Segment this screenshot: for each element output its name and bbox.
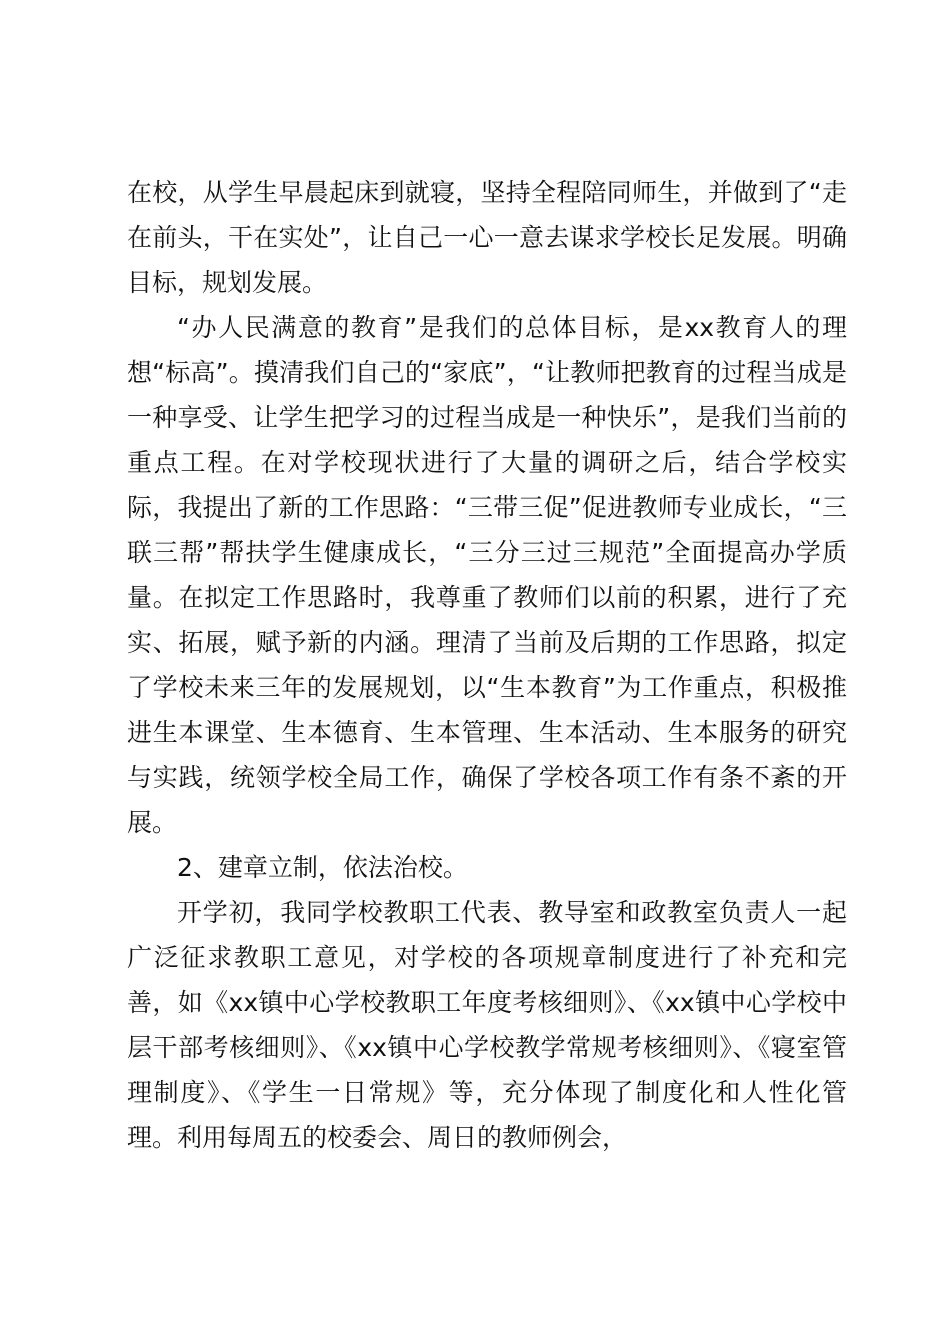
paragraph-4: 开学初，我同学校教职工代表、教导室和政教室负责人一起广泛征求教职工意见，对学校的各项规章制度进行了补充和完善，如《xx镇中心学校教职工年度考核细则》、《xx镇中心学校中层干部考核细则》、《xx镇中心学校教学常规考核细则》、《寝室管理制度》、《学生一日常规》等，充分体现了制度化和人性化管理。利用每周五的校委会、周日的教师例会，: [127, 898, 847, 1152]
paragraph-2: “办人民满意的教育”是我们的总体目标，是xx教育人的理想“标高”。摸清我们自己的“家底”，“让教师把教育的过程当成是一种享受、让学生把学习的过程当成是一种快乐”，是我们当前的重点工程。在对学校现状进行了大量的调研之后，结合学校实际，我提出了新的工作思路：“三带三促”促进教师专业成长，“三联三帮”帮扶学生健康成长，“三分三过三规范”全面提高办学质量。在拟定工作思路时，我尊重了教师们以前的积累，进行了充实、拓展，赋予新的内涵。理清了当前及后期的工作思路，拟定了学校未来三年的发展规划，以“生本教育”为工作重点，积极推进生本课堂、生本德育、生本管理、生本活动、生本服务的研究与实践，统领学校全局工作，确保了学校各项工作有条不紊的开展。: [127, 313, 847, 837]
document-body: [127, 170, 847, 1160]
paragraph-1: 在校，从学生早晨起床到就寝，坚持全程陪同师生，并做到了“走在前头，干在实处”，让自己一心一意去谋求学校长足发展。明确目标，规划发展。: [127, 178, 847, 297]
paragraph-3-heading: 2、建章立制，依法治校。: [177, 853, 468, 882]
